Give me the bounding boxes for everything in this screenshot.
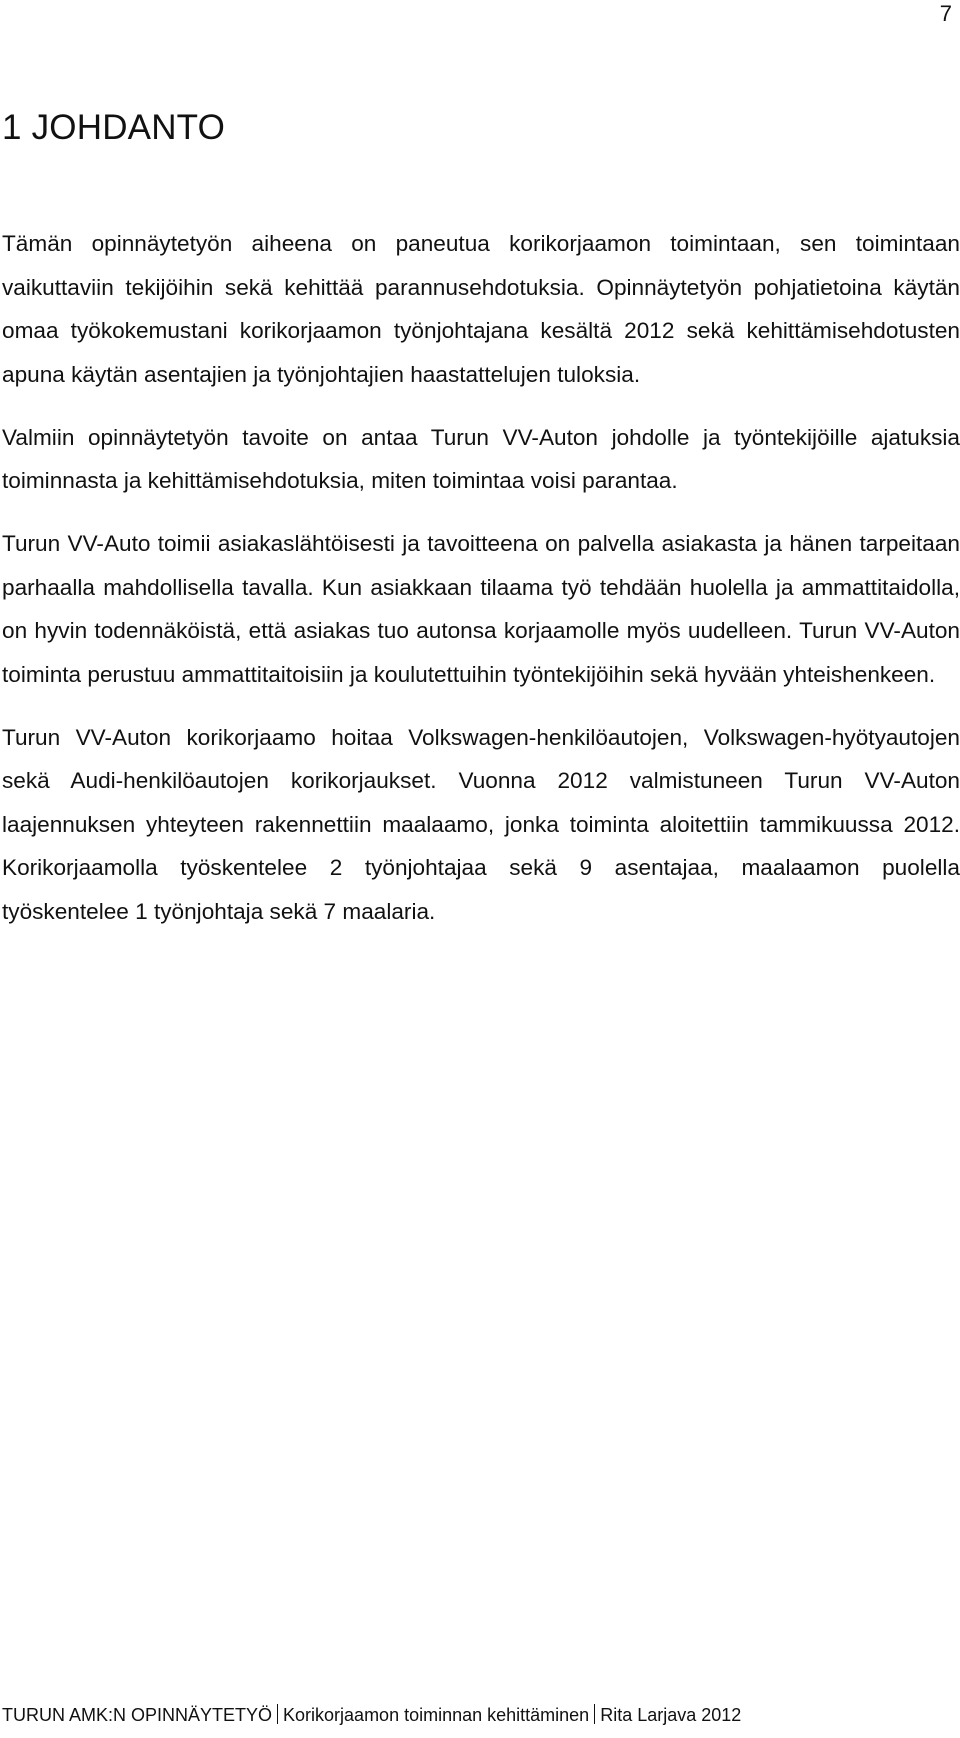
paragraph-body-shop: Turun VV-Auton korikorjaamo hoitaa Volkswagen-henkilöautojen, Volkswagen-hyötyautojen sekä Audi-henkilöautojen korikorjaukset. Vuonna 2012 valmistuneen Turun VV-Auton laajennuksen yhteyteen rakennettiin maalaamo, jonka toiminta aloitettiin tammikuussa 2012. Korikorjaamolla työskentelee 2 työnjohtajaa sekä 9 asentajaa, maalaamon puolella työskentelee 1 työnjohtaja sekä 7 maalaria. (2, 724, 960, 924)
footer-separator (594, 1704, 595, 1724)
page-number: 7 (939, 1, 952, 26)
footer-title: Korikorjaamon toiminnan kehittäminen (283, 1705, 590, 1725)
body-text (2, 222, 960, 933)
paragraph-company: Turun VV-Auto toimii asiakaslähtöisesti ja tavoitteena on palvella asiakasta ja hänen tarpeitaan parhaalla mahdollisella tavalla. Kun asiakkaan tilaama työ tehdään huolella ja ammattitaidolla, on hyvin todennäköistä, että asiakas tuo autonsa korjaamolle myös uudelleen. Turun VV-Auton toiminta perustuu ammattitaitoisiin ja koulutettuihin työntekijöihin sekä hyvään yhteishenkeen. (2, 531, 960, 687)
paragraph-topic: Tämän opinnäytetyön aiheena on paneutua korikorjaamon toimintaan, sen toimintaan vaikuttaviin tekijöihin sekä kehittää parannusehdotuksia. Opinnäytetyön pohjatietoina käytän omaa työkokemustani korikorjaamon työnjohtajana kesältä 2012 sekä kehittämisehdotusten apuna käytän asentajien ja työnjohtajien haastattelujen tuloksia. (2, 231, 960, 387)
footer-institution: TURUN AMK:N OPINNÄYTETYÖ (2, 1705, 273, 1725)
paragraph-goal: Valmiin opinnäytetyön tavoite on antaa Turun VV-Auton johdolle ja työntekijöille ajatuksia toiminnasta ja kehittämisehdotuksia, miten toimintaa voisi parantaa. (2, 424, 960, 493)
page-footer (2, 1702, 741, 1728)
footer-author-year: Rita Larjava 2012 (600, 1705, 742, 1725)
footer-separator (277, 1704, 278, 1724)
chapter-heading: 1 JOHDANTO (2, 108, 226, 147)
